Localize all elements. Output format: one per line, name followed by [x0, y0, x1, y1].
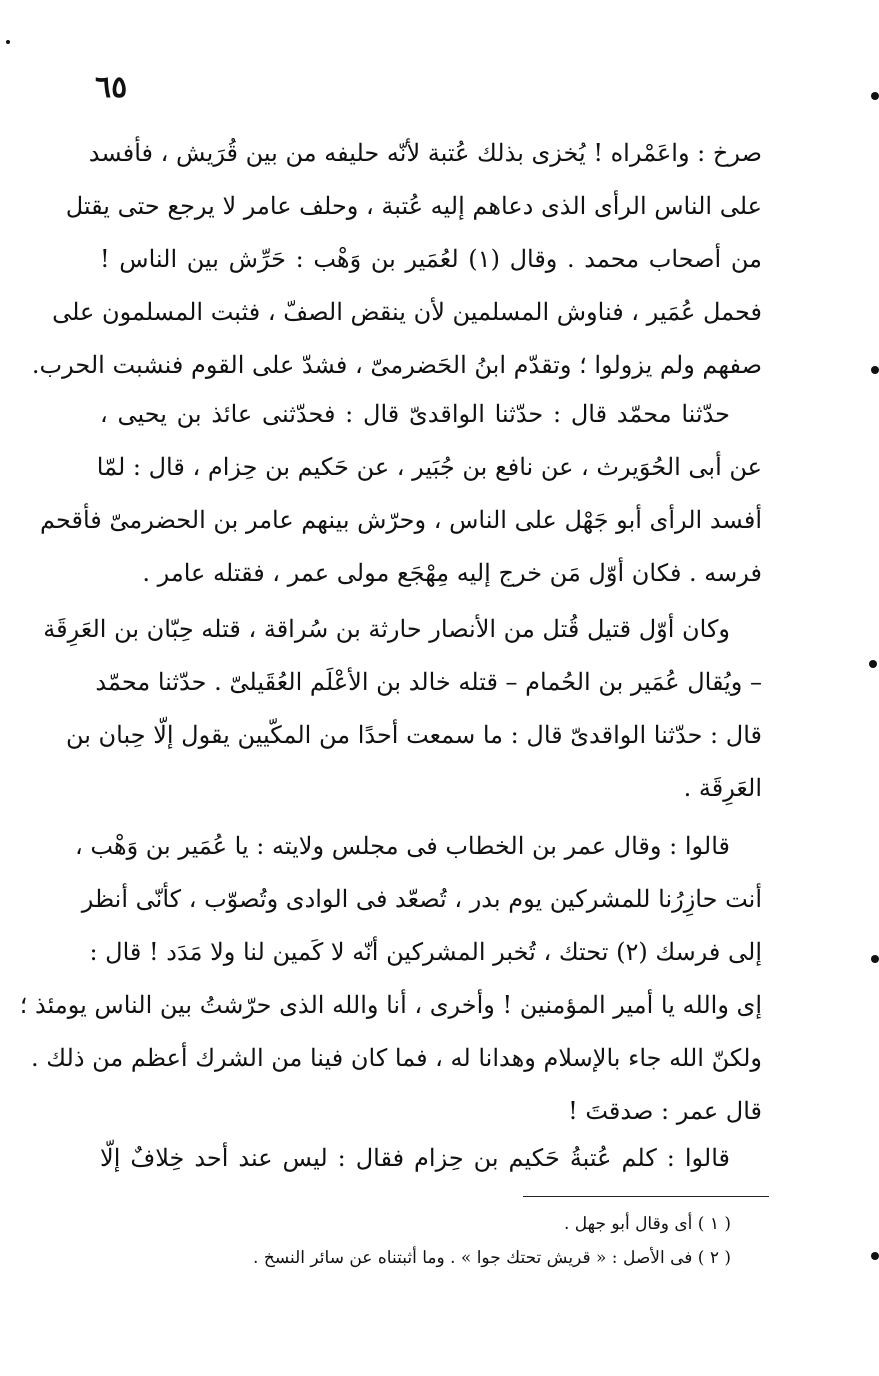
- page-number: ٦٥: [95, 70, 128, 105]
- scan-mark: [871, 955, 879, 963]
- text-line: قالوا : كلم عُتبةُ حَكيم بن حِزام فقال : ليس عند أحد خِلافٌ إلّا: [100, 1144, 730, 1172]
- text-line: وكان أوّل قتيل قُتل من الأنصار حارثة بن سُراقة ، قتله حِبّان بن العَرِقَة: [43, 615, 730, 643]
- scan-mark: [869, 660, 877, 668]
- text-line: فحمل عُمَير ، فناوش المسلمين لأن ينقض الصفّ ، فثبت المسلمون على: [52, 298, 762, 326]
- text-line: ولكنّ الله جاء بالإسلام وهدانا له ، فما كان فينا من الشرك أعظم من ذلك .: [31, 1044, 762, 1072]
- text-line: العَرِقَة .: [683, 774, 762, 802]
- text-line: إلى فرسك (٢) تحتك ، تُخبر المشركين أنّه لا كَمين لنا ولا مَدَد ! قال :: [89, 938, 762, 966]
- text-line: قال : حدّثنا الواقدىّ قال : ما سمعت أحدًا من المكّيين يقول إلّا حِبان بن: [65, 721, 762, 749]
- text-line: فرسه . فكان أوّل مَن خرج إليه مِهْجَع مولى عمر ، فقتله عامر .: [142, 559, 762, 587]
- text-line: عن أبى الحُوَيرث ، عن نافع بن جُبَير ، عن حَكيم بن حِزام ، قال : لمّا: [96, 453, 762, 481]
- text-line: صفهم ولم يزولوا ؛ وتقدّم ابنُ الحَضرمىّ ، فشدّ على القوم فنشبت الحرب.: [31, 351, 762, 379]
- footnote: ( ٢ ) فى الأصل : « قريش تحتك جوا » . وما أثبتناه عن سائر النسخ .: [253, 1248, 731, 1268]
- footnote: ( ١ ) أى وقال أبو جهل .: [564, 1214, 731, 1234]
- scan-mark: [871, 366, 879, 374]
- text-line: أنت حازِرُنا للمشركين يوم بدر ، تُصعّد فى الوادى وتُصوّب ، كأنّى أنظر: [81, 885, 762, 913]
- text-line: قالوا : وقال عمر بن الخطاب فى مجلس ولايته : يا عُمَير بن وَهْب ،: [74, 832, 730, 860]
- text-line: إى والله يا أمير المؤمنين ! وأخرى ، أنا والله الذى حرّشتُ بين الناس يومئذ ؛: [19, 991, 762, 1019]
- text-line: قال عمر : صدقتَ !: [568, 1097, 762, 1125]
- text-line: حدّثنا محمّد قال : حدّثنا الواقدىّ قال : فحدّثنى عائذ بن يحيى ،: [100, 400, 730, 428]
- scan-mark: [6, 40, 10, 44]
- text-line: صرخ : واعَمْراه ! يُخزى بذلك عُتبة لأنّه حليفه من بين قُرَيش ، فأفسد: [88, 139, 762, 167]
- text-line: على الناس الرأى الذى دعاهم إليه عُتبة ، وحلف عامر لا يرجع حتى يقتل: [65, 192, 762, 220]
- scan-mark: [871, 92, 879, 100]
- text-line: أفسد الرأى أبو جَهْل على الناس ، وحرّش بينهم عامر بن الحضرمىّ فأقحم: [40, 506, 762, 534]
- scan-mark: [871, 1252, 879, 1260]
- footnote-divider: [523, 1196, 769, 1197]
- text-line: من أصحاب محمد . وقال (١) لعُمَير بن وَهْب : حَرِّش بين الناس !: [100, 245, 762, 273]
- text-line: – ويُقال عُمَير بن الحُمام – قتله خالد بن الأعْلَم العُقَيلىّ . حدّثنا محمّد: [95, 668, 762, 696]
